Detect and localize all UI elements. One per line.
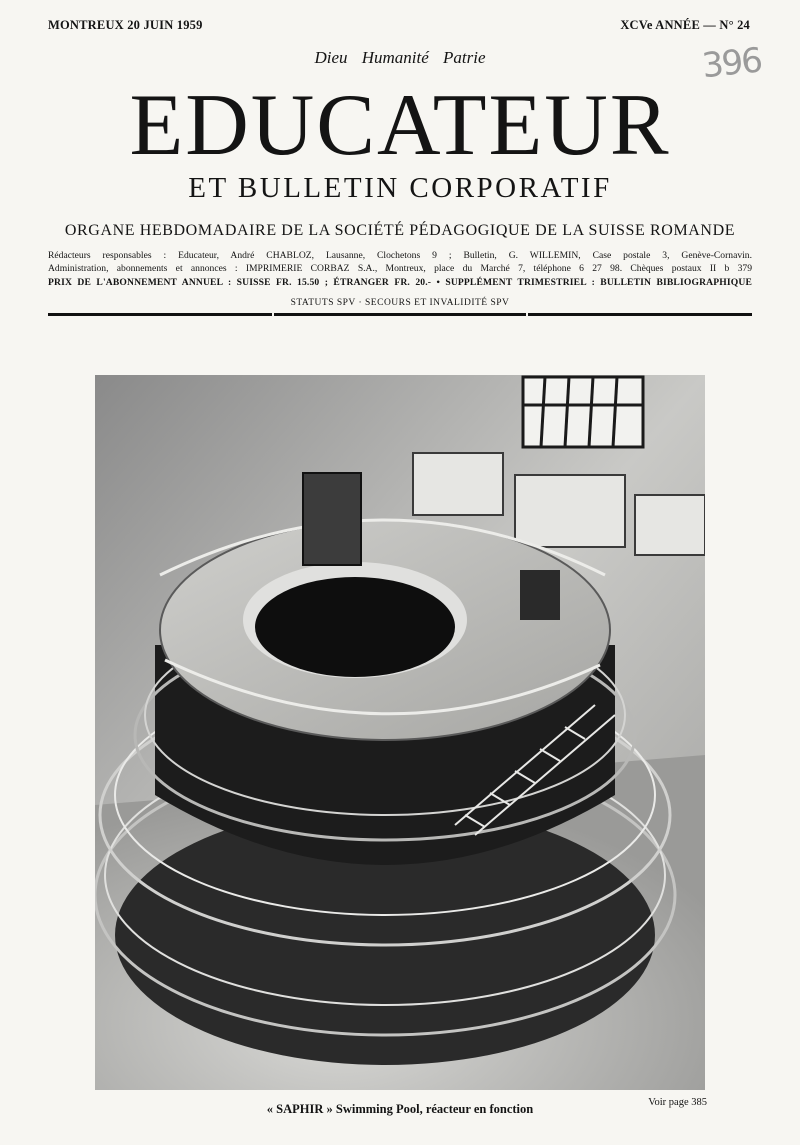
issue-number: XCVe ANNÉE — N° 24	[620, 18, 750, 32]
header-rule	[48, 313, 752, 317]
editors-line: Rédacteurs responsables : Educateur, André CHABLOZ, Lausanne, Clochetons 9 ; Bulletin, G. WILLEMIN, Case postale 3, Genève-Cornavin.	[48, 250, 752, 261]
photo-caption: « SAPHIR » Swimming Pool, réacteur en fonction	[266, 1102, 534, 1116]
see-page-reference: Voir page 385	[648, 1097, 707, 1108]
handwritten-note: 396	[700, 40, 763, 87]
statutes-line: STATUTS SPV · SECOURS ET INVALIDITÉ SPV	[290, 298, 510, 308]
subscription-price-line: PRIX DE L'ABONNEMENT ANNUEL : SUISSE FR. 15.50 ; ÉTRANGER FR. 20.- • SUPPLÉMENT TRIMESTRIEL : BULLETIN BIBLIOGRAPHIQUE	[48, 277, 752, 288]
dateline: MONTREUX 20 JUIN 1959	[48, 18, 203, 32]
motto: Dieu Humanité Patrie	[314, 48, 486, 67]
administration-line: Administration, abonnements et annonces : IMPRIMERIE CORBAZ S.A., Montreux, place du Marché 7, téléphone 6 27 98. Chèques postaux II b 379	[48, 263, 752, 274]
masthead-subtitle: ET BULLETIN CORPORATIF	[188, 172, 612, 204]
reactor-photograph	[95, 375, 705, 1090]
organ-line: ORGANE HEBDOMADAIRE DE LA SOCIÉTÉ PÉDAGOGIQUE DE LA SUISSE ROMANDE	[64, 222, 736, 239]
masthead-title: EDUCATEUR	[129, 77, 671, 174]
